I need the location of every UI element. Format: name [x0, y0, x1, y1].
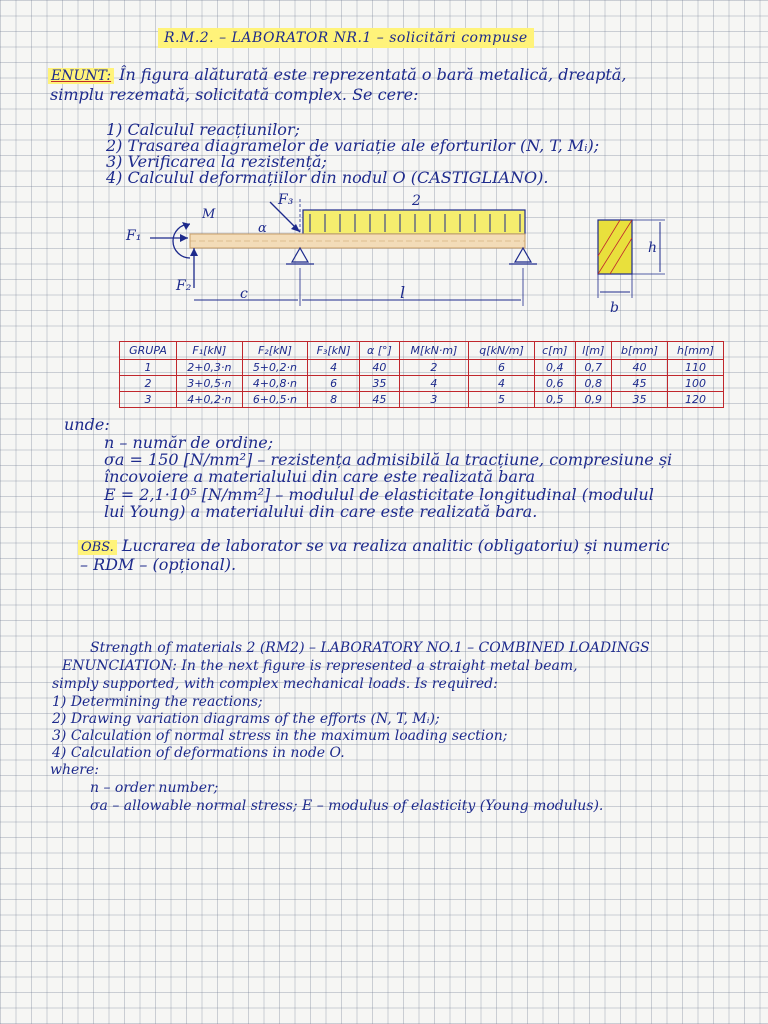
table-cell: 2 — [120, 376, 177, 392]
table-cell: 0,5 — [535, 392, 575, 408]
note-2: σa = 150 [N/mm²] – rezistența admisibilă la tracțiune, compresiune și — [104, 450, 673, 469]
obs-text-1: Lucrarea de laborator se va realiza analitic (obligatoriu) și numeric — [121, 536, 670, 555]
table-cell: 35 — [611, 392, 667, 408]
table-header: l[m] — [575, 342, 611, 360]
enunt-text-1: În figura alăturată este reprezentată o bară metalică, dreaptă, — [119, 65, 627, 84]
en-note-2: σa – allowable normal stress; E – modulus of elasticity (Young modulus). — [90, 798, 604, 814]
table-cell: 4 — [308, 360, 360, 376]
distributed-load-area — [303, 210, 525, 234]
en-where: where: — [50, 762, 99, 778]
table-header: F₃[kN] — [308, 342, 360, 360]
table-cell: 0,4 — [535, 360, 575, 376]
note-3: încovoiere a materialului din care este realizată bara — [104, 467, 536, 486]
table-cell: 3 — [399, 392, 468, 408]
enunt-paragraph — [48, 66, 626, 85]
table-row — [120, 376, 724, 392]
table-cell: 2+0,3·n — [177, 360, 243, 376]
obs-label: OBS. — [78, 540, 117, 555]
note-1: n – număr de ordine; — [104, 433, 274, 452]
enunt-label: ENUNT: — [48, 68, 114, 84]
table-cell: 40 — [360, 360, 400, 376]
table-header: b[mm] — [611, 342, 667, 360]
table-cell: 4 — [468, 376, 534, 392]
support-left — [292, 248, 308, 262]
page-title: R.M.2. – LABORATOR NR.1 – solicitări compuse — [158, 28, 534, 48]
table-cell: 4+0,2·n — [177, 392, 243, 408]
alpha-label: α — [258, 221, 267, 236]
table-cell: 4+0,8·n — [242, 376, 308, 392]
beam-figure — [120, 188, 680, 320]
table-header: q[kN/m] — [468, 342, 534, 360]
table-cell: 110 — [667, 360, 723, 376]
table-header: M[kN·m] — [399, 342, 468, 360]
q-label: 2 — [412, 193, 421, 209]
en-title: Strength of materials 2 (RM2) – LABORATORY NO.1 – COMBINED LOADINGS — [90, 640, 650, 656]
table-cell: 35 — [360, 376, 400, 392]
en-note-1: n – order number; — [90, 780, 219, 796]
table-header: h[mm] — [667, 342, 723, 360]
table-cell: 2 — [399, 360, 468, 376]
table-cell: 100 — [667, 376, 723, 392]
en-task-3: 3) Calculation of normal stress in the maximum loading section; — [52, 728, 508, 744]
table-cell: 5 — [468, 392, 534, 408]
f3-label: F₃ — [278, 192, 294, 208]
moment-label: M — [202, 207, 216, 222]
table-cell: 1 — [120, 360, 177, 376]
table-cell: 3+0,5·n — [177, 376, 243, 392]
table-row — [120, 392, 724, 408]
table-row — [120, 360, 724, 376]
table-cell: 6+0,5·n — [242, 392, 308, 408]
f1-label: F₁ — [126, 228, 142, 244]
note-5: lui Young) a materialului din care este realizată bara. — [104, 502, 538, 521]
en-enunciation-1: ENUNCIATION: In the next figure is represented a straight metal beam, — [62, 658, 578, 674]
table-cell: 6 — [468, 360, 534, 376]
obs-text-2: – RDM – (opțional). — [80, 555, 237, 574]
dim-h-label: h — [648, 240, 658, 256]
note-4: E = 2,1·10⁵ [N/mm²] – modulul de elasticitate longitudinal (modulul — [104, 485, 654, 504]
f2-label: F₂ — [176, 278, 192, 294]
task-3: 3) Verificarea la rezistență; — [106, 152, 327, 171]
table-cell: 4 — [399, 376, 468, 392]
en-task-1: 1) Determining the reactions; — [52, 694, 263, 710]
table-cell: 0,7 — [575, 360, 611, 376]
table-cell: 8 — [308, 392, 360, 408]
task-2: 2) Trasarea diagramelor de variație ale eforturilor (N, T, Mᵢ); — [106, 136, 600, 155]
unde-label: unde: — [64, 415, 110, 434]
table-cell: 40 — [611, 360, 667, 376]
table-header: α [°] — [360, 342, 400, 360]
table-header: F₁[kN] — [177, 342, 243, 360]
dim-b-label: b — [610, 300, 619, 316]
table-cell: 6 — [308, 376, 360, 392]
dim-c-label: c — [240, 286, 248, 302]
table-header-row — [120, 342, 724, 360]
table-cell: 45 — [611, 376, 667, 392]
en-task-2: 2) Drawing variation diagrams of the efforts (N, T, Mᵢ); — [52, 711, 440, 727]
table-cell: 0,6 — [535, 376, 575, 392]
table-cell: 120 — [667, 392, 723, 408]
table-cell: 45 — [360, 392, 400, 408]
task-4: 4) Calculul deformațiilor din nodul O (CASTIGLIANO). — [106, 168, 549, 187]
table-cell: 0,8 — [575, 376, 611, 392]
table-header: c[m] — [535, 342, 575, 360]
table-cell: 3 — [120, 392, 177, 408]
en-task-4: 4) Calculation of deformations in node O. — [52, 745, 345, 761]
table-header: F₂[kN] — [242, 342, 308, 360]
dim-l-label: l — [400, 283, 406, 302]
support-right — [515, 248, 531, 262]
obs-paragraph — [78, 537, 670, 557]
enunt-text-2: simplu rezemată, solicitată complex. Se cere: — [50, 85, 419, 104]
table-header: GRUPA — [120, 342, 177, 360]
parameters-table — [119, 341, 724, 408]
table-cell: 5+0,2·n — [242, 360, 308, 376]
en-enunciation-2: simply supported, with complex mechanical loads. Is required: — [52, 676, 498, 692]
task-1: 1) Calculul reacțiunilor; — [106, 120, 300, 139]
table-cell: 0,9 — [575, 392, 611, 408]
